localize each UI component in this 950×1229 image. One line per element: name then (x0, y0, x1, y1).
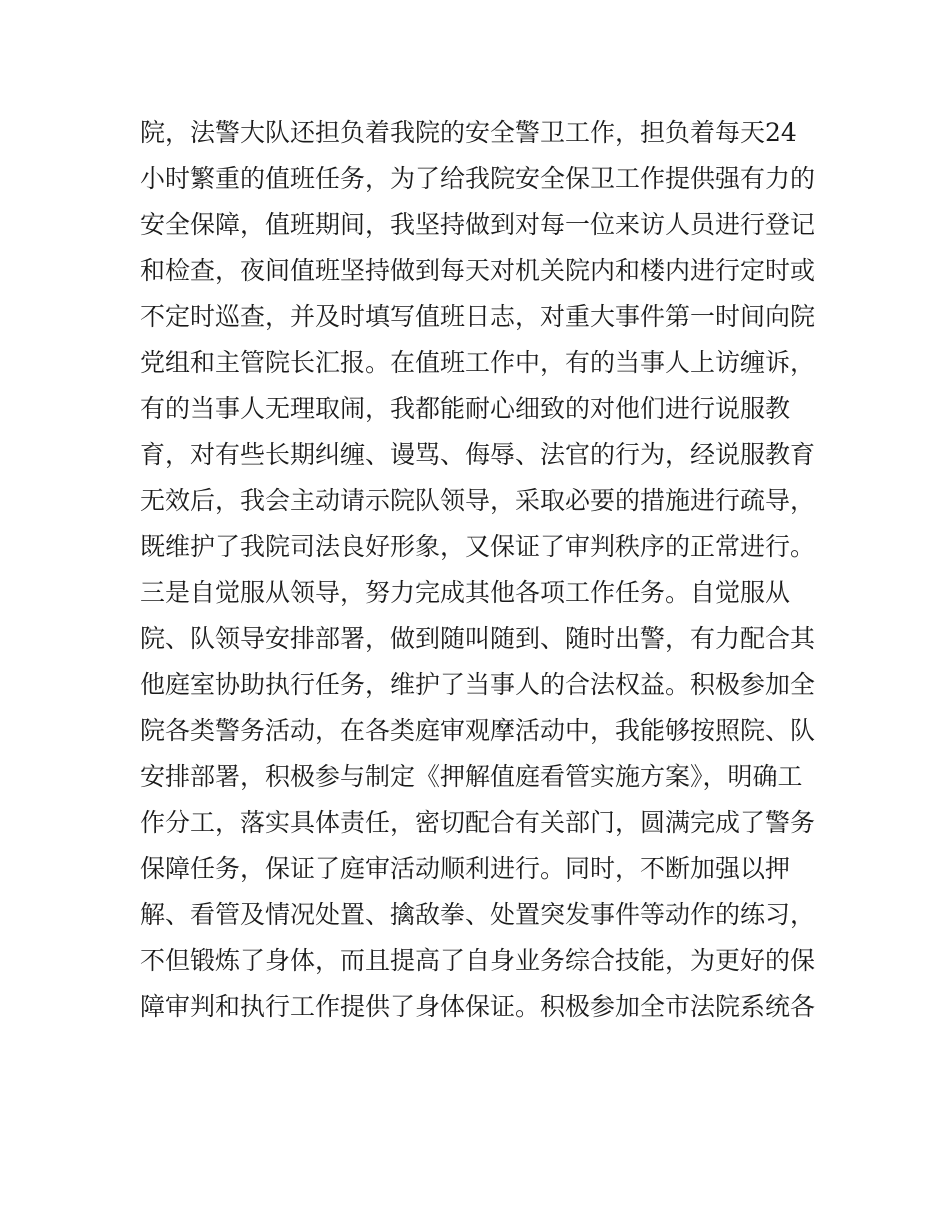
text-line-5: 不定时巡查，并及时填写值班日志，对重大事件第一时间向院 (140, 302, 816, 331)
text-line-14: 院各类警务活动，在各类庭审观摩活动中，我能够按照院、队 (140, 716, 816, 745)
text-line-11: 三是自觉服从领导，努力完成其他各项工作任务。自觉服从 (140, 578, 791, 607)
text-line-15: 安排部署，积极参与制定《押解值庭看管实施方案》，明确工 (140, 762, 803, 791)
text-line-17: 保障任务，保证了庭审活动顺利进行。同时，不断加强以押 (140, 854, 791, 883)
text-line-18: 解、看管及情况处置、擒敌拳、处置突发事件等动作的练习， (140, 900, 816, 929)
text-line-6: 党组和主管院长汇报。在值班工作中，有的当事人上访缠诉， (140, 348, 816, 377)
text-line-16: 作分工，落实具体责任，密切配合有关部门，圆满完成了警务 (140, 808, 816, 837)
body-text (140, 110, 820, 1030)
text-line-1: 院，法警大队还担负着我院的安全警卫工作，担负着每天24 (140, 118, 797, 147)
text-line-3: 安全保障，值班期间，我坚持做到对每一位来访人员进行登记 (140, 210, 816, 239)
text-line-4: 和检查，夜间值班坚持做到每天对机关院内和楼内进行定时或 (140, 256, 816, 285)
text-line-9: 无效后，我会主动请示院队领导，采取必要的措施进行疏导， (140, 486, 816, 515)
text-line-19: 不但锻炼了身体，而且提高了自身业务综合技能，为更好的保 (140, 946, 816, 975)
text-line-10: 既维护了我院司法良好形象，又保证了审判秩序的正常进行。 (140, 532, 816, 561)
text-line-8: 育，对有些长期纠缠、谩骂、侮辱、法官的行为，经说服教育 (140, 440, 816, 469)
text-line-2: 小时繁重的值班任务，为了给我院安全保卫工作提供强有力的 (140, 164, 816, 193)
text-line-13: 他庭室协助执行任务，维护了当事人的合法权益。积极参加全 (140, 670, 816, 699)
text-line-7: 有的当事人无理取闹，我都能耐心细致的对他们进行说服教 (140, 394, 791, 423)
text-line-12: 院、队领导安排部署，做到随叫随到、随时出警，有力配合其 (140, 624, 816, 653)
text-line-20: 障审判和执行工作提供了身体保证。积极参加全市法院系统各 (140, 992, 816, 1021)
